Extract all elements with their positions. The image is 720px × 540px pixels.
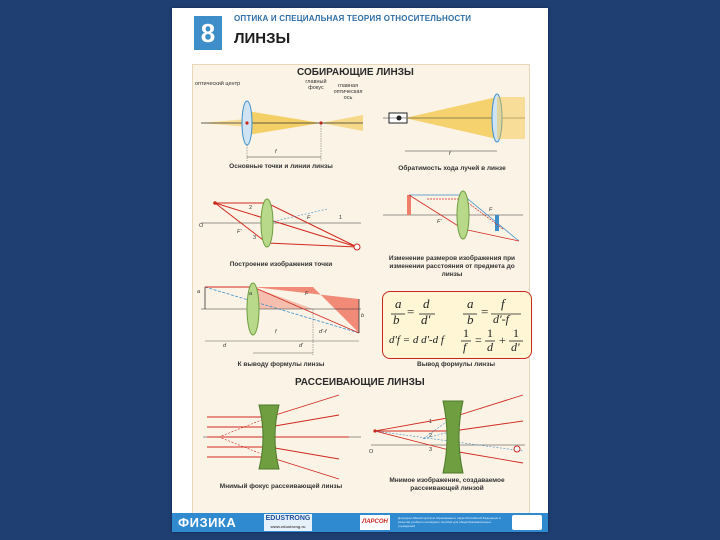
- label-main-focus: главный фокус: [305, 79, 327, 91]
- eye-icon: [514, 446, 520, 452]
- caption-formula: Вывод формулы линзы: [417, 361, 495, 368]
- label-ray-2b: 2: [429, 433, 433, 439]
- caption-lens-basics: Основные точки и линии линзы: [229, 163, 333, 170]
- figure-virtual-focus: [199, 391, 363, 481]
- caption-formula-derivation: К выводу формулы линзы: [237, 361, 325, 368]
- label-f-distance: f: [275, 329, 277, 335]
- label-f-right: F: [307, 215, 311, 221]
- poster-title: ЛИНЗЫ: [234, 30, 291, 47]
- caption-size-change: Изменение размеров изображения при изменении расстояния от предмета до линзы: [388, 255, 516, 278]
- label-optical-center: оптический центр: [195, 81, 241, 87]
- object-point: [373, 429, 376, 432]
- label-f-left: F': [237, 229, 242, 235]
- label-focal-length: f: [275, 149, 277, 155]
- figure-size-change: [379, 185, 525, 257]
- ray-through-center: [205, 287, 359, 333]
- label-d-prime: d': [299, 343, 304, 349]
- sheet-number: 8: [194, 16, 222, 50]
- optical-center-point: [245, 121, 248, 124]
- label-main-axis: главная оптическая ось: [333, 83, 363, 101]
- label-ray-1b: 1: [429, 419, 433, 425]
- label-ray-3b: 3: [429, 447, 433, 453]
- caption-reversibility: Обратимость хода лучей в линзе: [398, 165, 506, 172]
- figure-reversibility: [379, 83, 525, 161]
- label-d: d: [223, 343, 227, 349]
- diverging-lens: [443, 401, 463, 473]
- formula-box: a b = d d' a b = f d'-f d'f = d d'-d f 1 f = 1 d + 1 d': [382, 291, 532, 359]
- label-f-right-2: F: [489, 207, 493, 213]
- content-panel: [192, 64, 530, 514]
- certification-seal: [512, 515, 542, 530]
- partner-logo: ЛАРСОН: [360, 515, 390, 530]
- converging-lens: [457, 191, 469, 239]
- poster: [172, 8, 548, 532]
- label-f-left-2: F': [437, 219, 442, 225]
- image-point-eye-icon: [354, 244, 360, 250]
- figure-point-image: [197, 185, 365, 259]
- label-o: O: [199, 223, 204, 229]
- caption-point-image: Построение изображения точки: [229, 261, 333, 268]
- subject-label: ФИЗИКА: [178, 515, 237, 530]
- label-a: a: [197, 289, 201, 295]
- publisher-logo: EDUSTRONG www.edustrong.ru: [265, 515, 311, 529]
- caption-virtual-focus: Мнимый фокус рассеивающей линзы: [219, 483, 343, 490]
- label-d-minus-f: d'-f: [319, 329, 327, 335]
- label-ray-1: 1: [339, 215, 343, 221]
- label-b: b: [361, 313, 365, 319]
- footer-bar: [172, 513, 548, 532]
- section-title-diverging: РАССЕИВАЮЩИЕ ЛИНЗЫ: [295, 377, 425, 388]
- section-title-converging: СОБИРАЮЩИЕ ЛИНЗЫ: [297, 67, 414, 78]
- footer-note: Допущено Министерством образования и науки Российской Федерации в качестве учебного наглядного пособия для общеобразовательных учреждений: [398, 516, 501, 528]
- caption-virtual-image: Мнимое изображение, создаваемое рассеивающей линзой: [389, 477, 505, 492]
- label-focus: F: [305, 291, 309, 297]
- figure-virtual-image: [367, 391, 527, 475]
- poster-subtitle: ОПТИКА И СПЕЦИАЛЬНАЯ ТЕОРИЯ ОТНОСИТЕЛЬНОСТИ: [234, 14, 472, 23]
- label-a-lens: a: [249, 291, 253, 297]
- label-ray-2: 2: [249, 205, 253, 211]
- label-o-2: O: [369, 449, 374, 455]
- converging-lens: [261, 199, 273, 247]
- object-arrow: [407, 195, 411, 215]
- label-focal-length-2: f: [449, 151, 451, 157]
- object-point: [213, 201, 217, 205]
- ray-1: [215, 203, 357, 247]
- label-ray-3: 3: [253, 235, 257, 241]
